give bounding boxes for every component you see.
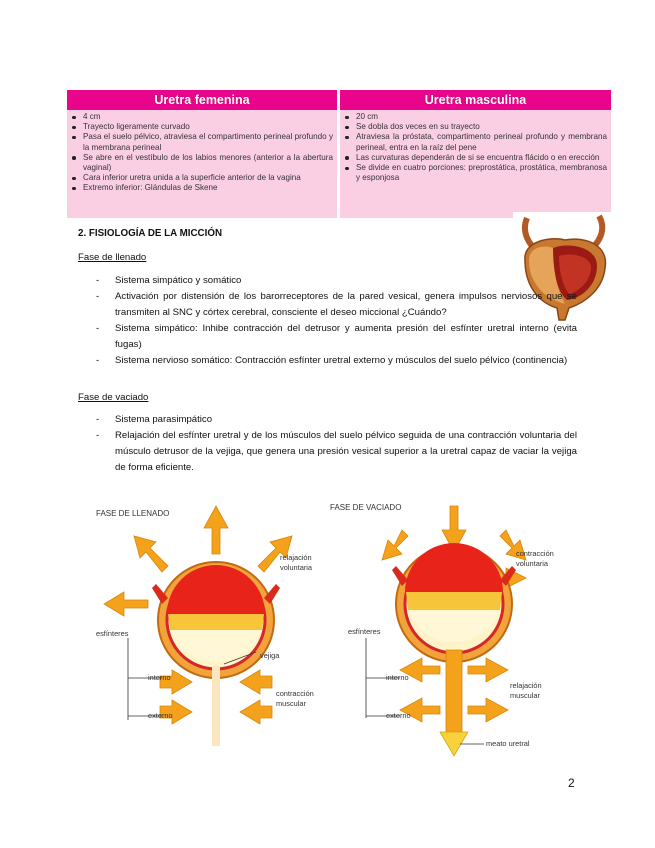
llenado-item: - Sistema nervioso somático: Contracción esfínter uretral externo y músculos del suelo pélvico (continencia) [96,353,577,369]
label-contraccion-1: contracción [276,689,314,698]
label-vejiga: vejiga [260,651,280,660]
vaciado-item: - Sistema parasimpático [96,412,577,428]
label-relajacion-1: relajación [280,553,312,562]
llenado-item: - Activación por distensión de los barorreceptores de la pared vesical, genera impulsos nerviosos que se transmiten al SNC y córtex cerebral, consciente el deseo miccional ¿Cuándo? [96,289,577,321]
label-contraccion-2: muscular [276,699,306,708]
label-esfinteres-llenado: esfínteres [96,629,129,638]
female-item: Trayecto ligeramente curvado [83,122,333,132]
male-item: Se divide en cuatro porciones: preprostática, prostática, membranosa y esponjosa [356,163,607,183]
label-contraccion-v-2: voluntaria [516,559,549,568]
label-relajacion-2: voluntaria [280,563,313,572]
label-contraccion-v-1: contracción [516,549,554,558]
vaciado-title: Fase de vaciado [78,392,149,403]
label-interno-llenado: interno [148,673,171,682]
male-item: Se dobla dos veces en su trayecto [356,122,607,132]
section-title: 2. FISIOLOGÍA DE LA MICCIÓN [78,228,223,239]
page-number: 2 [568,776,575,790]
llenado-item: - Sistema simpático y somático [96,273,577,289]
bladder-vaciado [396,543,512,756]
diagram-llenado-title: FASE DE LLENADO [96,509,170,518]
female-item: Extremo inferior: Glándulas de Skene [83,183,333,193]
female-item: Pasa el suelo pélvico, atraviesa el compartimento perineal profundo y la membrana perineal [83,132,333,152]
table-header-male: Uretra masculina [339,90,612,110]
vaciado-list [96,412,577,476]
female-list [69,112,333,194]
male-item: Las curvaturas dependerán de si se encuentra flácido o en erección [356,153,607,163]
label-externo-vaciado: externo [386,711,411,720]
table-header-female: Uretra femenina [67,90,339,110]
label-interno-vaciado: interno [386,673,409,682]
label-meato-uretral: meato uretral [486,739,530,748]
female-cell [67,110,339,218]
female-item: Cara inferior uretra unida a la superficie anterior de la vagina [83,173,333,183]
male-cell [339,110,612,218]
llenado-list [96,273,577,369]
urethra-comparison-table [67,90,611,218]
vaciado-item: - Relajación del esfínter uretral y de los músculos del suelo pélvico seguida de una contracción voluntaria del músculo detrusor de la vejiga, que genera una presión vesical superior a la uretral capaz de vaciar la vejiga de forma eficiente. [96,428,577,476]
male-item: Atraviesa la próstata, compartimento perineal profundo y membrana perineal, entra en la raíz del pene [356,132,607,152]
male-item: 20 cm [356,112,607,122]
diagram-vaciado-title: FASE DE VACIADO [330,503,402,512]
female-item: 4 cm [83,112,333,122]
label-relajacion-v-1: relajación [510,681,542,690]
male-list [342,112,607,183]
female-item: Se abre en el vestíbulo de los labios menores (anterior a la abertura vaginal) [83,152,333,173]
diagram-fase-vaciado [330,494,570,764]
label-esfinteres-vaciado: esfínteres [348,627,381,636]
label-relajacion-v-2: muscular [510,691,540,700]
llenado-title: Fase de llenado [78,252,147,263]
diagram-fase-llenado [92,494,312,764]
label-externo-llenado: externo [148,711,173,720]
llenado-item: - Sistema simpático: Inhibe contracción del detrusor y aumenta presión del esfínter uretral interno (evita fugas) [96,321,577,353]
